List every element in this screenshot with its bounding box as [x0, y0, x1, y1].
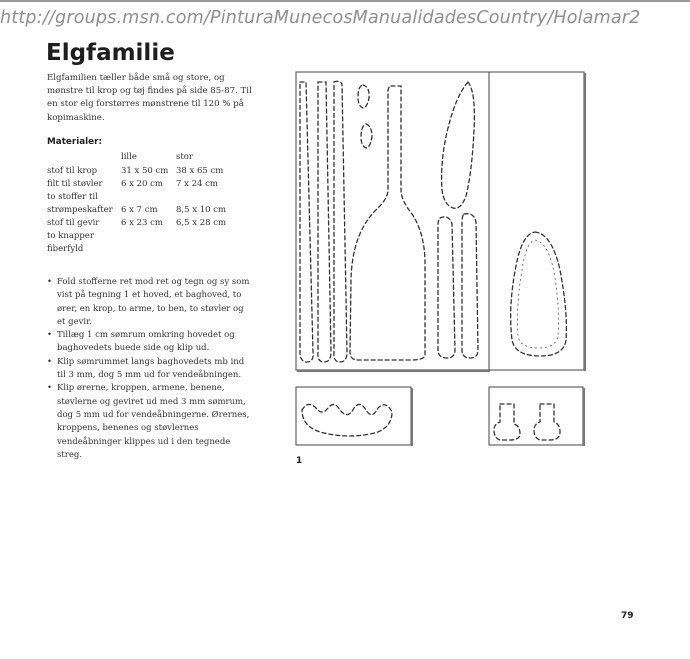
leg-piece-2	[438, 217, 455, 358]
material-name: to stoffer til	[47, 192, 98, 202]
watermark-url: http://groups.msn.com/PinturaMunecosManualidadesCountry/Holamar2	[0, 8, 641, 28]
material-name: to knapper	[47, 231, 94, 241]
material-large: 8,5 x 10 cm	[176, 205, 227, 215]
fabric-panel-main	[296, 72, 489, 370]
figure-label: 1	[296, 456, 303, 466]
page-title: Elgfamilie	[46, 40, 175, 66]
body-piece	[350, 86, 425, 360]
intro-paragraph: Elgfamilien tæller både små og store, og mønstre til krop og tøj findes på side 85-87. Til en stor elg forstørres mønstrene til 120 % på kopimaskine.	[47, 73, 252, 123]
fabric-panel-boots	[489, 387, 583, 445]
material-large: 38 x 65 cm	[176, 166, 224, 176]
head-piece	[442, 82, 475, 208]
boot-piece-1	[494, 404, 520, 440]
arm-piece-1	[300, 82, 313, 362]
material-name: filt til støvler	[47, 179, 103, 189]
material-name: stof til gevir	[47, 218, 100, 228]
leg-piece-1	[334, 81, 347, 362]
instruction-step: • Tillæg 1 cm sømrum omkring hovedet og baghovedets buede side og klip ud.	[47, 329, 252, 356]
material-small: 6 x 7 cm	[121, 205, 158, 215]
material-name: strømpeskafter	[47, 205, 113, 215]
leg-piece-3	[462, 214, 478, 358]
fabric-panel-side	[489, 72, 584, 370]
material-large: 6,5 x 28 cm	[176, 218, 227, 228]
ear-piece-2	[361, 124, 372, 148]
fabric-panel-antler	[296, 387, 411, 445]
arm-piece-2	[318, 82, 331, 362]
material-large: 7 x 24 cm	[176, 179, 218, 189]
page-number: 79	[621, 611, 634, 621]
material-name: fiberfyld	[47, 244, 84, 254]
instruction-step: • Klip ørerne, kroppen, armene, benene, støvlerne og geviret ud med 3 mm sømrum, dog 5 mm ud for vendeåbningerne. Ørernes, kroppens, benenes og støvlernes vendeåbninger klippes ud i den tegnede streg.	[47, 382, 252, 462]
materials-heading: Materialer:	[47, 137, 102, 147]
material-name: stof til krop	[47, 166, 98, 176]
materials-col-small: lille	[121, 152, 137, 162]
material-small: 6 x 20 cm	[121, 179, 163, 189]
material-small: 31 x 50 cm	[121, 166, 169, 176]
ear-piece-1	[358, 85, 369, 108]
instruction-step: • Fold stofferne ret mod ret og tegn og sy som vist på tegning 1 et hoved, et baghoved, to ører, en krop, to arme, to ben, to støvler og et gevir.	[47, 276, 252, 329]
materials-col-large: stor	[176, 152, 193, 162]
instruction-step: • Klip sømrummet langs baghovedets mb ind til 3 mm, dog 5 mm ud for vendeåbningen.	[47, 356, 252, 383]
boot-piece-2	[534, 404, 560, 440]
material-small: 6 x 23 cm	[121, 218, 163, 228]
antler-piece	[302, 404, 392, 436]
